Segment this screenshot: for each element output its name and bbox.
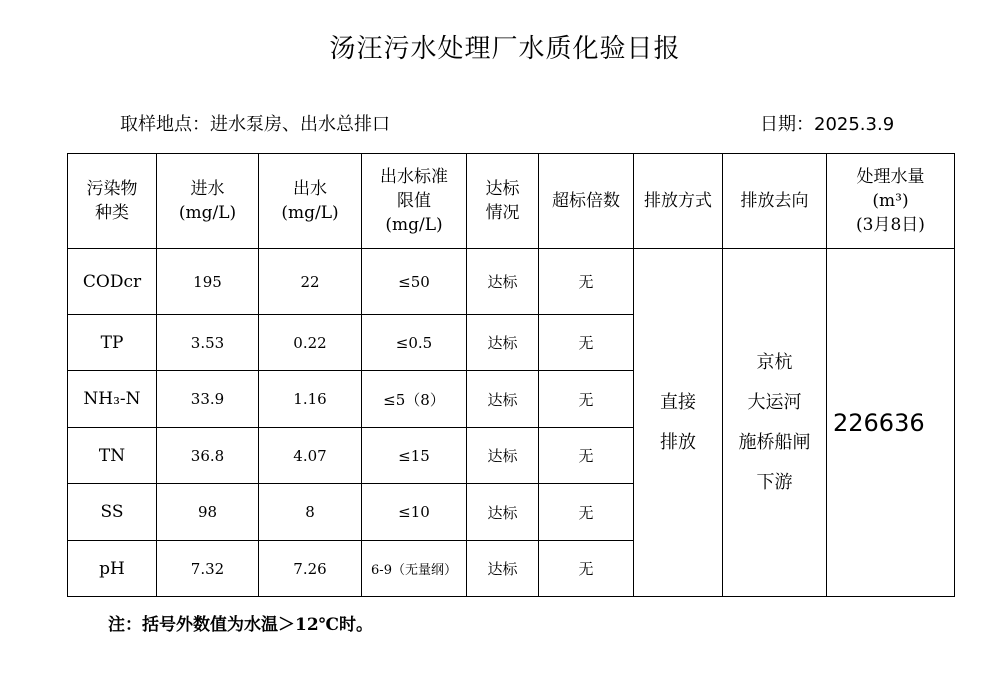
inlet-cell: 195 <box>157 249 259 315</box>
header-row <box>68 154 955 249</box>
limit-cell: ≤15 <box>362 428 467 484</box>
report-title: 汤汪污水处理厂水质化验日报 <box>329 34 681 64</box>
discharge-method-line2: 排放 <box>660 431 696 453</box>
status-cell: 达标 <box>467 371 539 428</box>
header-inlet-line2: (mg/L) <box>178 203 237 223</box>
volume-cell: 226636 <box>827 249 955 597</box>
header-compliance <box>467 154 539 249</box>
pollutant-cell: TP <box>68 315 157 371</box>
header-outlet-line2: (mg/L) <box>281 203 339 223</box>
header-inlet <box>157 154 259 249</box>
header-limit-line2: 限值 <box>397 191 431 211</box>
pollutant-cell: pH <box>68 541 157 597</box>
header-volume-line2: (m³) <box>872 191 909 211</box>
exceed-cell: 无 <box>539 249 634 315</box>
outlet-cell: 22 <box>259 249 362 315</box>
water-quality-table <box>67 153 955 597</box>
discharge-dest-line3: 施桥船闸 <box>738 431 811 453</box>
exceed-cell: 无 <box>539 371 634 428</box>
discharge-dest-cell <box>723 249 827 597</box>
header-compliance-line2: 情况 <box>485 203 520 223</box>
header-pollutant-line2: 种类 <box>95 203 129 223</box>
outlet-cell: 0.22 <box>259 315 362 371</box>
table-row <box>68 249 955 315</box>
header-inlet-line1: 进水 <box>190 179 225 199</box>
discharge-method-line1: 直接 <box>660 391 696 413</box>
exceed-cell: 无 <box>539 541 634 597</box>
limit-cell: ≤50 <box>362 249 467 315</box>
pollutant-cell: CODcr <box>68 249 157 315</box>
header-discharge-dest: 排放去向 <box>723 154 827 249</box>
outlet-cell: 8 <box>259 484 362 541</box>
header-exceed: 超标倍数 <box>539 154 634 249</box>
discharge-method-cell <box>634 249 723 597</box>
header-pollutant-line1: 污染物 <box>86 179 138 199</box>
status-cell: 达标 <box>467 249 539 315</box>
inlet-cell: 98 <box>157 484 259 541</box>
inlet-cell: 3.53 <box>157 315 259 371</box>
header-outlet-line1: 出水 <box>293 179 327 199</box>
header-limit-line1: 出水标准 <box>380 167 448 187</box>
header-outlet <box>259 154 362 249</box>
status-cell: 达标 <box>467 428 539 484</box>
inlet-cell: 33.9 <box>157 371 259 428</box>
discharge-dest-line4: 下游 <box>756 471 793 493</box>
outlet-cell: 1.16 <box>259 371 362 428</box>
header-compliance-line1: 达标 <box>485 179 520 199</box>
status-cell: 达标 <box>467 484 539 541</box>
exceed-cell: 无 <box>539 428 634 484</box>
outlet-cell: 4.07 <box>259 428 362 484</box>
header-pollutant <box>68 154 157 249</box>
discharge-dest-line1: 京杭 <box>756 351 793 373</box>
report-date: 日期：2025.3.9 <box>760 114 895 135</box>
pollutant-cell: SS <box>68 484 157 541</box>
header-limit-line3: (mg/L) <box>385 215 443 235</box>
header-discharge-method: 排放方式 <box>634 154 723 249</box>
header-limit <box>362 154 467 249</box>
discharge-dest-line2: 大运河 <box>747 391 802 413</box>
status-cell: 达标 <box>467 541 539 597</box>
inlet-cell: 7.32 <box>157 541 259 597</box>
header-volume-line3: (3月8日) <box>856 215 925 235</box>
inlet-cell: 36.8 <box>157 428 259 484</box>
limit-cell: ≤0.5 <box>362 315 467 371</box>
header-volume <box>827 154 955 249</box>
limit-cell: ≤5（8） <box>362 371 467 428</box>
header-volume-line1: 处理水量 <box>856 167 925 187</box>
outlet-cell: 7.26 <box>259 541 362 597</box>
status-cell: 达标 <box>467 315 539 371</box>
sampling-site: 取样地点：进水泵房、出水总排口 <box>120 114 390 135</box>
exceed-cell: 无 <box>539 484 634 541</box>
footnote: 注：括号外数值为水温＞12℃时。 <box>108 615 374 635</box>
exceed-cell: 无 <box>539 315 634 371</box>
limit-cell: 6-9（无量纲） <box>362 541 467 597</box>
limit-cell: ≤10 <box>362 484 467 541</box>
pollutant-cell: NH₃-N <box>68 371 157 428</box>
pollutant-cell: TN <box>68 428 157 484</box>
